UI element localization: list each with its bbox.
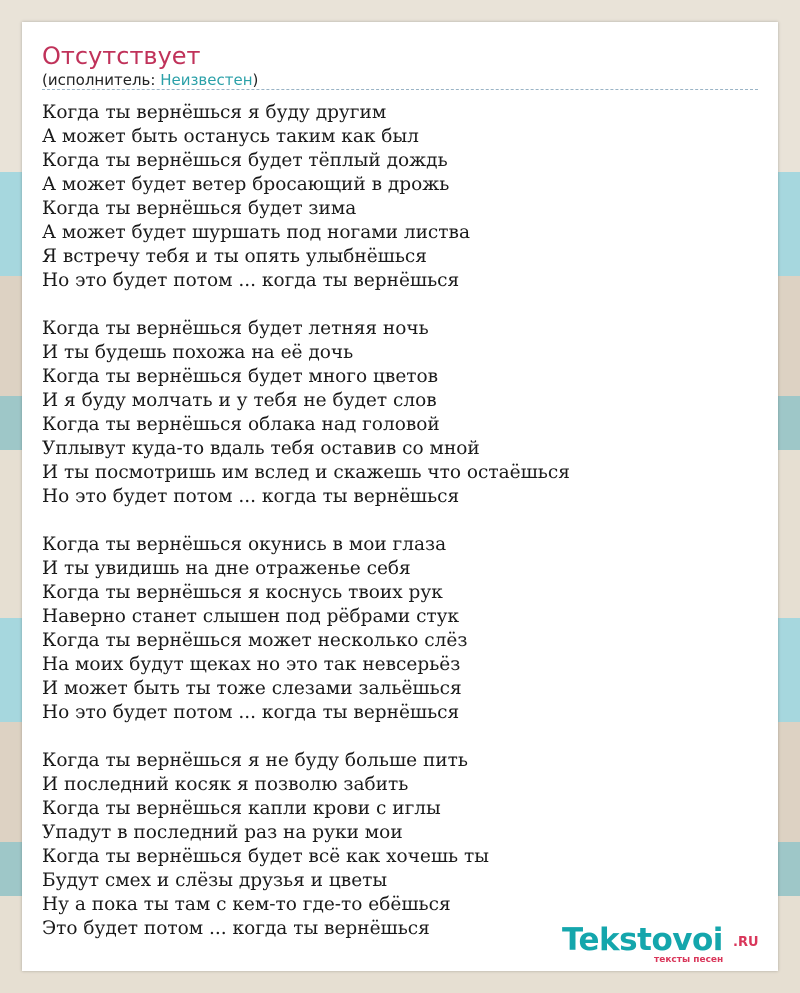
- artist-link[interactable]: Неизвестен: [160, 71, 253, 89]
- lyric-line: Когда ты вернёшься будет много цветов: [42, 366, 439, 387]
- logo-name: Tekstovoi: [562, 922, 723, 958]
- logo-tagline: тексты песен: [654, 955, 724, 965]
- lyric-line: А может быть останусь таким как был: [42, 126, 419, 147]
- lyric-line: И ты посмотришь им вслед и скажешь что остаёшься: [42, 462, 570, 483]
- title-divider: [42, 89, 758, 90]
- lyric-line: Когда ты вернёшься я коснусь твоих рук: [42, 582, 443, 603]
- lyric-line: Наверно станет слышен под рёбрами стук: [42, 606, 460, 627]
- lyric-line: Когда ты вернёшься я буду другим: [42, 102, 387, 123]
- stanza: [42, 317, 758, 509]
- lyric-line: Я встречу тебя и ты опять улыбнёшься: [42, 246, 427, 267]
- lyric-line: Но это будет потом ... когда ты вернёшься: [42, 270, 460, 291]
- lyric-line: А может будет шуршать под ногами листва: [42, 222, 470, 243]
- lyric-line: Это будет потом ... когда ты вернёшься: [42, 918, 430, 939]
- lyric-line: И последний косяк я позволю забить: [42, 774, 409, 795]
- lyric-line: И ты будешь похожа на её дочь: [42, 342, 354, 363]
- lyric-line: Когда ты вернёшься может несколько слёз: [42, 630, 468, 651]
- lyric-line: И может быть ты тоже слезами зальёшься: [42, 678, 462, 699]
- artist-line: [42, 71, 258, 89]
- lyrics-card: [22, 22, 778, 971]
- lyric-line: Когда ты вернёшься будет зима: [42, 198, 357, 219]
- lyric-line: И я буду молчать и у тебя не будет слов: [42, 390, 437, 411]
- lyric-line: Уплывут куда-то вдаль тебя оставив со мной: [42, 438, 480, 459]
- lyric-line: Но это будет потом ... когда ты вернёшься: [42, 486, 460, 507]
- stanza: [42, 749, 758, 941]
- lyric-line: Когда ты вернёшься будет тёплый дождь: [42, 150, 448, 171]
- lyric-line: На моих будут щеках но это так невсерьёз: [42, 654, 461, 675]
- lyric-line: А может будет ветер бросающий в дрожь: [42, 174, 450, 195]
- lyric-line: Ну а пока ты там с кем-то где-то ебёшься: [42, 894, 451, 915]
- lyric-line: Но это будет потом ... когда ты вернёшься: [42, 702, 460, 723]
- lyric-line: Когда ты вернёшься будет летняя ночь: [42, 318, 429, 339]
- stanza: [42, 101, 758, 293]
- lyric-line: Когда ты вернёшься облака над головой: [42, 414, 440, 435]
- lyric-line: Когда ты вернёшься капли крови с иглы: [42, 798, 441, 819]
- logo-tld: .RU: [733, 935, 759, 950]
- lyric-line: И ты увидишь на дне отраженье себя: [42, 558, 411, 579]
- lyric-line: Когда ты вернёшься окунись в мои глаза: [42, 534, 447, 555]
- tekstovoi-logo[interactable]: [562, 923, 772, 967]
- artist-prefix: (исполнитель:: [42, 71, 161, 89]
- lyric-line: Упадут в последний раз на руки мои: [42, 822, 403, 843]
- stanza: [42, 533, 758, 725]
- lyric-line: Будут смех и слёзы друзья и цветы: [42, 870, 388, 891]
- lyric-line: Когда ты вернёшься я не буду больше пить: [42, 750, 468, 771]
- artist-suffix: ): [252, 71, 259, 89]
- song-title: Отсутствует: [42, 42, 201, 70]
- lyric-line: Когда ты вернёшься будет всё как хочешь ты: [42, 846, 489, 867]
- lyrics-text: [42, 101, 758, 965]
